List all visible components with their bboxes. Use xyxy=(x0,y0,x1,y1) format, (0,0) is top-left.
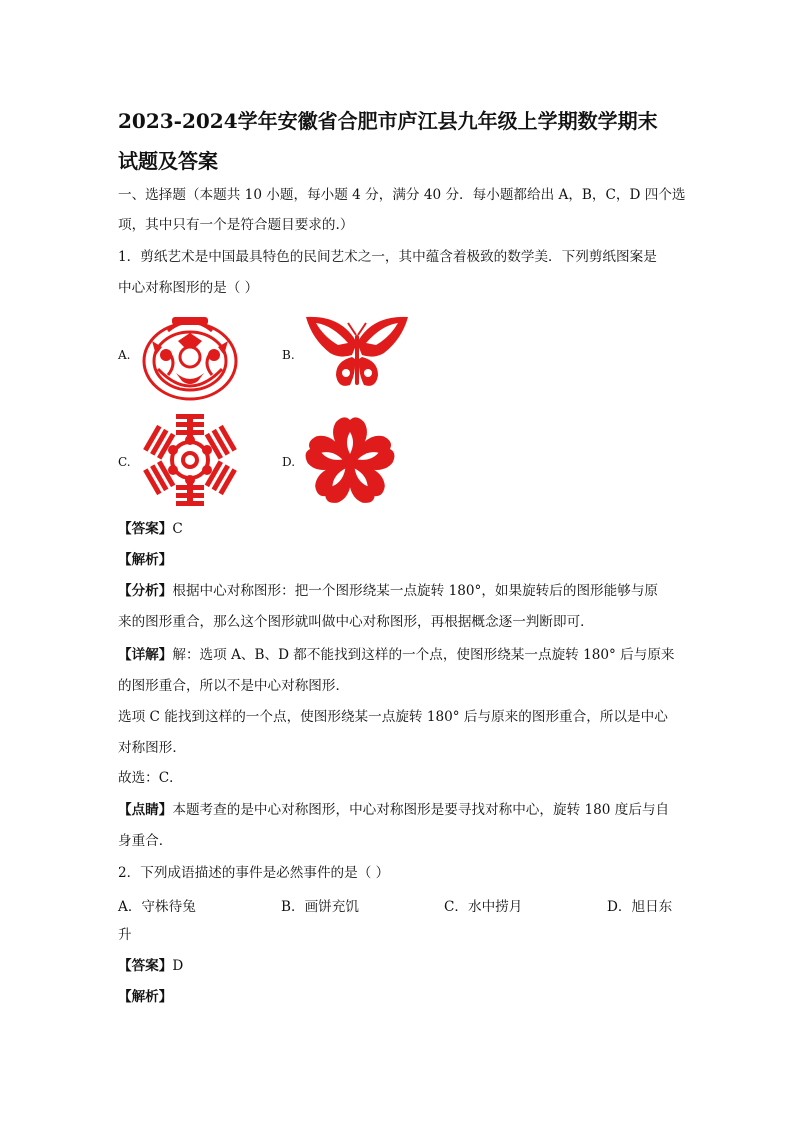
q1-conclusion: 故选：C． xyxy=(118,770,183,786)
q1-option-b-label: B. xyxy=(282,348,295,362)
answer-value: D xyxy=(172,958,184,974)
document-title xyxy=(118,101,678,181)
q1-option-d-label: D. xyxy=(282,455,296,469)
q2-stem: 2．下列成语描述的事件是必然事件的是（ ） xyxy=(118,865,390,881)
answer-value: C xyxy=(172,521,183,537)
q1-fenxi-line-1 xyxy=(118,582,678,600)
answer-tag: 【答案】 xyxy=(118,958,173,974)
papercut-figure-a xyxy=(138,311,242,403)
section-heading-line-1: 一、选择题（本题共 10 小题，每小题 4 分，满分 40 分．每小题都给出 A，B，C，D 四个选 xyxy=(118,187,686,203)
q2-option-b: B．画饼充饥 xyxy=(281,899,359,915)
q2-option-d-continued: 升 xyxy=(118,927,132,943)
q2-answer-line xyxy=(118,957,678,975)
q1-stem-line-1: 1．剪纸艺术是中国最具特色的民间艺术之一，其中蕴含着极致的数学美．下列剪纸图案是 xyxy=(118,249,657,265)
papercut-figure-c xyxy=(140,412,240,508)
q1-xiangjie-line-3: 选项 C 能找到这样的一个点，使图形绕某一点旋转 180° 后与原来的图形重合，所以是中心 xyxy=(118,709,668,725)
dianjing-text-1: 本题考查的是中心对称图形，中心对称图形是要寻找对称中心，旋转 180 度后与自 xyxy=(172,802,670,818)
fenxi-tag: 【分析】 xyxy=(118,583,173,599)
q1-answer-line xyxy=(118,520,678,538)
answer-tag: 【答案】 xyxy=(118,521,173,537)
dianjing-tag: 【点睛】 xyxy=(118,802,173,818)
q1-analysis-tag: 【解析】 xyxy=(118,552,173,568)
papercut-figure-b xyxy=(302,313,412,393)
q2-analysis-tag: 【解析】 xyxy=(118,989,173,1005)
q1-xiangjie-line-2: 的图形重合，所以不是中心对称图形． xyxy=(118,678,350,694)
q1-option-a-label: A. xyxy=(118,348,131,362)
title-line-1: 2023-2024学年安徽省合肥市庐江县九年级上学期数学期末 xyxy=(118,109,658,133)
xiangjie-text-1: 解：选项 A、B、D 都不能找到这样的一个点，使图形绕某一点旋转 180° 后与原来 xyxy=(172,647,675,663)
q1-dianjing-line-2: 身重合． xyxy=(118,833,173,849)
q2-option-c: C．水中捞月 xyxy=(444,899,523,915)
section-heading-line-2: 项，其中只有一个是符合题目要求的.） xyxy=(118,217,354,233)
q1-xiangjie-line-4: 对称图形． xyxy=(118,740,186,756)
q1-dianjing-line-1 xyxy=(118,801,678,819)
title-line-2: 试题及答案 xyxy=(118,149,218,173)
q2-option-a: A．守株待兔 xyxy=(118,899,196,915)
xiangjie-tag: 【详解】 xyxy=(118,647,173,663)
q1-stem-line-2: 中心对称图形的是（ ） xyxy=(118,280,259,296)
q1-fenxi-line-2: 来的图形重合，那么这个图形就叫做中心对称图形，再根据概念逐一判断即可． xyxy=(118,614,594,630)
q1-option-c-label: C. xyxy=(118,455,131,469)
papercut-figure-d xyxy=(300,412,400,508)
q1-xiangjie-line-1 xyxy=(118,646,678,664)
q2-option-d: D．旭日东 xyxy=(607,899,673,915)
fenxi-text-1: 根据中心对称图形：把一个图形绕某一点旋转 180°，如果旋转后的图形能够与原 xyxy=(172,583,659,599)
